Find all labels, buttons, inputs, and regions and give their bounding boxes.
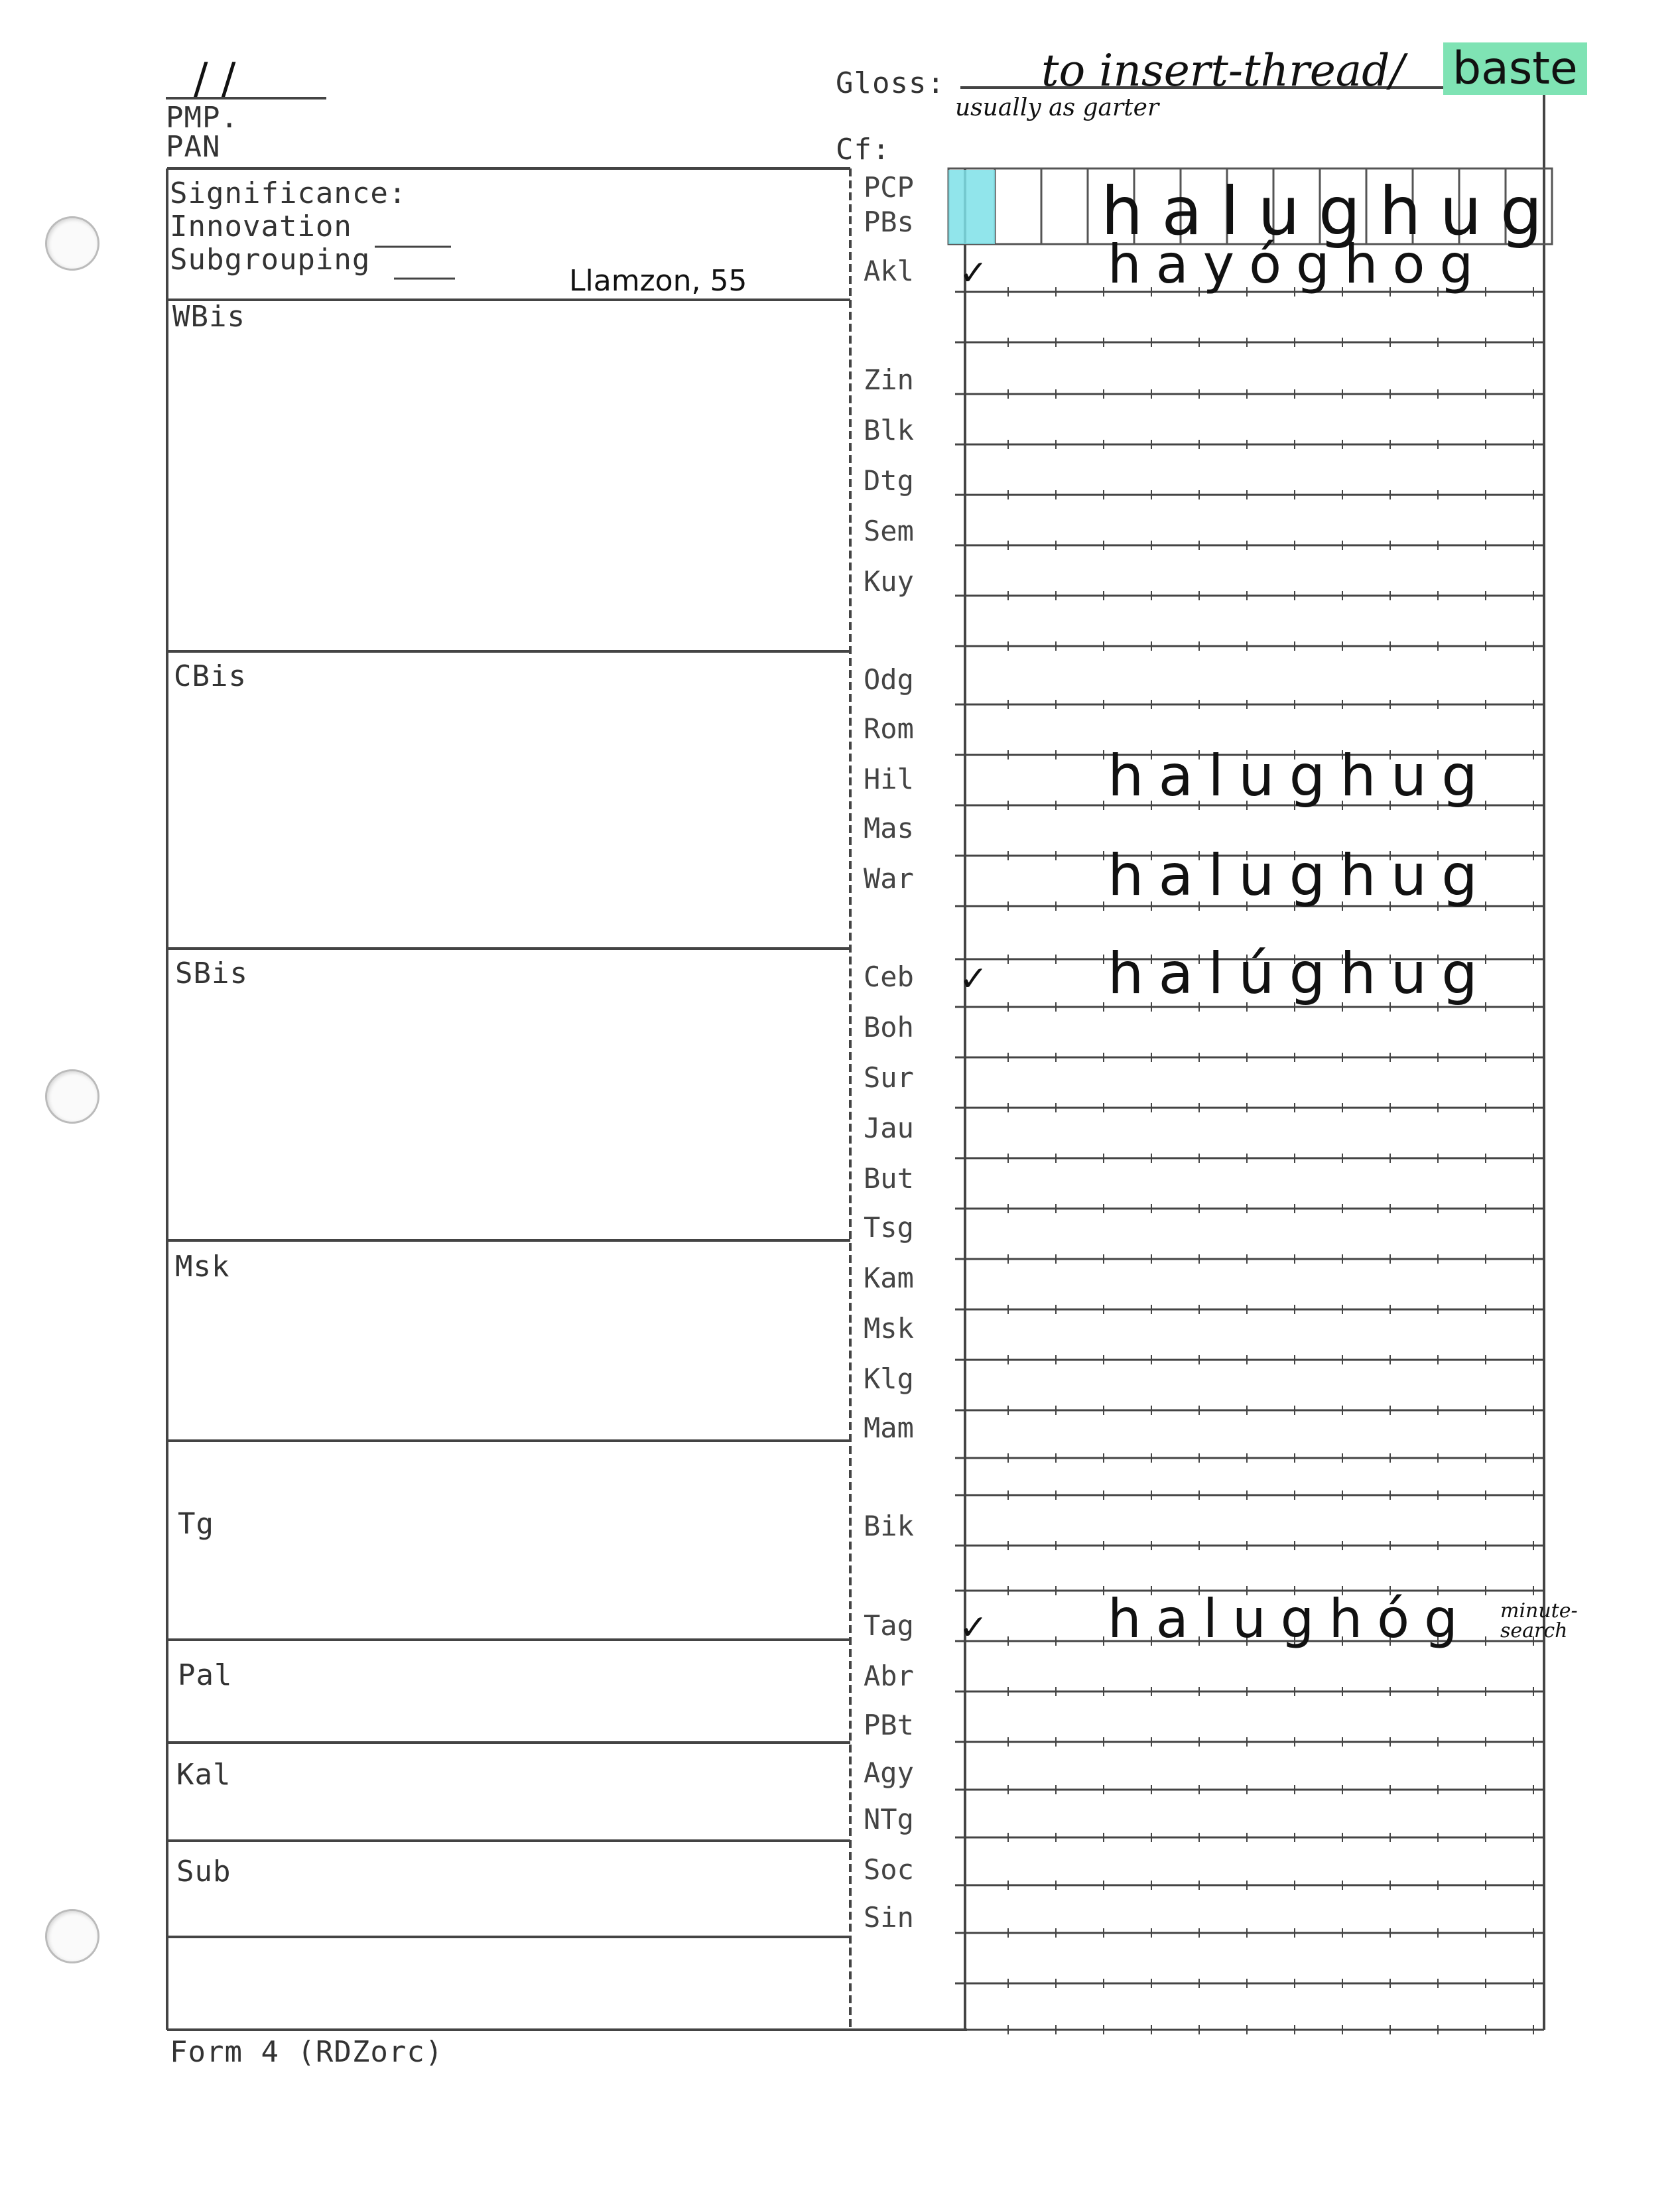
reflex-form-akl: hayóghog <box>1108 233 1488 295</box>
gloss-note: usually as garter <box>955 94 1159 121</box>
reflex-form-tag: halughóg <box>1108 1588 1472 1650</box>
lang-code-msk: Msk <box>864 1312 914 1345</box>
lang-code-ceb: Ceb <box>864 960 914 993</box>
section-msk: Msk <box>175 1250 230 1284</box>
source-note: Llamzon, 55 <box>569 264 747 298</box>
reflex-form-pbs: halughug <box>1101 172 1561 250</box>
pan-label: PAN <box>166 130 221 164</box>
lang-code-tag: Tag <box>864 1609 914 1642</box>
lang-code-bik: Bik <box>864 1510 914 1542</box>
lang-code-tsg: Tsg <box>864 1211 914 1244</box>
check-mark: ✓ <box>959 959 988 999</box>
lang-code-war: War <box>864 862 914 895</box>
reflex-form-ceb: halúghug <box>1108 941 1492 1007</box>
form-label: Form 4 (RDZorc) <box>170 2035 444 2069</box>
lang-code-but: But <box>864 1162 914 1195</box>
lang-code-boh: Boh <box>864 1011 914 1043</box>
section-sbis: SBis <box>175 957 248 990</box>
lang-code-pcp: PCP <box>864 171 914 204</box>
check-mark: ✓ <box>959 253 988 293</box>
lang-code-kuy: Kuy <box>864 565 914 598</box>
innovation-label: Innovation <box>170 210 352 243</box>
reflex-form-hil: halughug <box>1108 743 1492 809</box>
subgrouping-label: Subgrouping <box>170 243 371 277</box>
lang-code-soc: Soc <box>864 1853 914 1886</box>
lang-code-kam: Kam <box>864 1262 914 1294</box>
lang-code-odg: Odg <box>864 663 914 696</box>
section-kal: Kal <box>176 1758 231 1792</box>
section-tg: Tg <box>178 1507 214 1541</box>
lang-code-pbs: PBs <box>864 206 914 238</box>
check-mark: ✓ <box>959 1608 988 1648</box>
lang-code-dtg: Dtg <box>864 464 914 497</box>
lang-code-mas: Mas <box>864 812 914 844</box>
lang-code-akl: Akl <box>864 255 914 287</box>
lang-code-sur: Sur <box>864 1061 914 1094</box>
section-wbis: WBis <box>172 300 245 334</box>
lang-code-blk: Blk <box>864 414 914 446</box>
pmp-label: PMP. <box>166 101 239 135</box>
lang-code-jau: Jau <box>864 1112 914 1144</box>
gloss-label: Gloss: <box>836 66 945 100</box>
tag-note: minute-search <box>1500 1599 1578 1642</box>
significance-label: Significance: <box>170 176 407 210</box>
section-pal: Pal <box>178 1658 233 1692</box>
date-slashes: / / <box>194 54 236 103</box>
lang-code-sin: Sin <box>864 1901 914 1934</box>
lang-code-agy: Agy <box>864 1756 914 1789</box>
lang-code-mam: Mam <box>864 1412 914 1444</box>
lang-code-klg: Klg <box>864 1362 914 1395</box>
reflex-form-war: halughug <box>1108 842 1492 909</box>
gloss-highlight: baste <box>1443 42 1587 95</box>
lang-code-hil: Hil <box>864 763 914 795</box>
lang-code-pbt: PBt <box>864 1709 914 1741</box>
lang-code-rom: Rom <box>864 712 914 745</box>
gloss-value: to insert-thread/ <box>1041 45 1405 96</box>
lang-code-sem: Sem <box>864 515 914 547</box>
lang-code-abr: Abr <box>864 1660 914 1692</box>
cf-label: Cf: <box>836 133 891 166</box>
section-sub: Sub <box>176 1855 231 1888</box>
lang-code-ntg: NTg <box>864 1803 914 1835</box>
lang-code-zin: Zin <box>864 364 914 396</box>
section-cbis: CBis <box>174 659 247 693</box>
